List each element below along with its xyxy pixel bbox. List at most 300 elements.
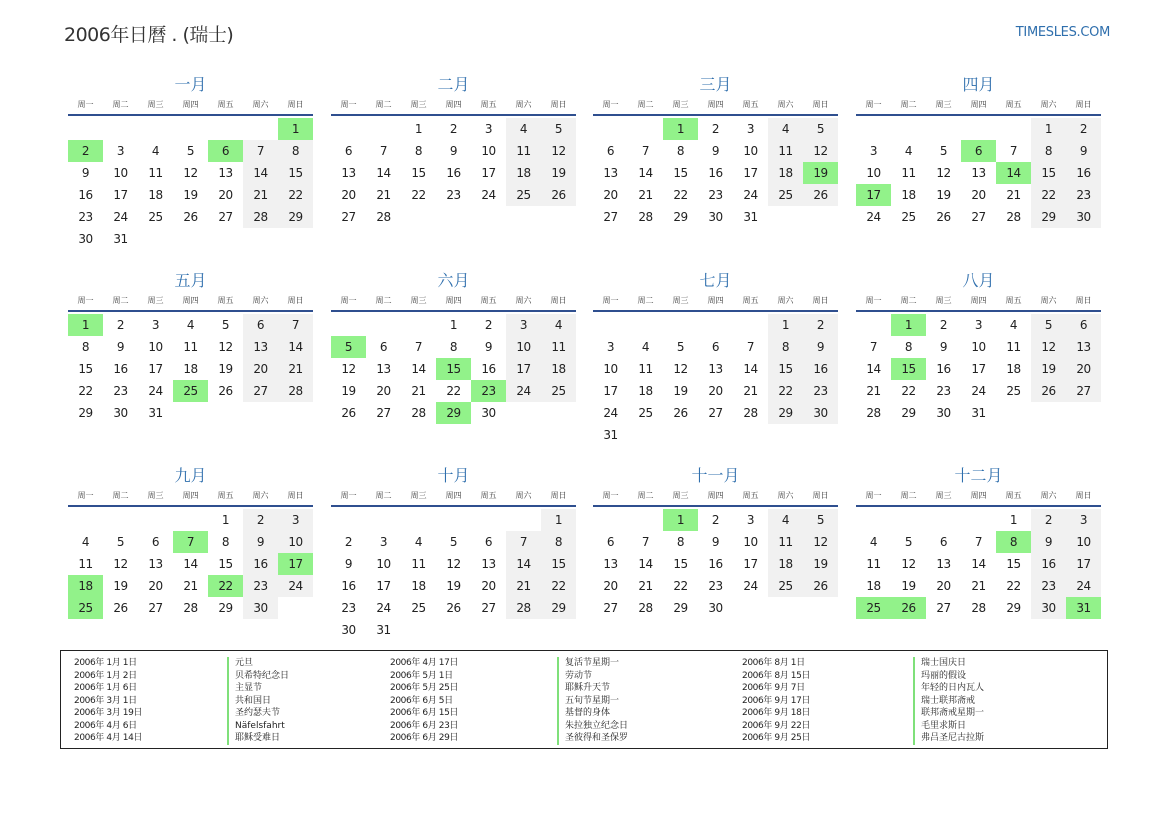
day-cell: 12 bbox=[673, 362, 688, 376]
weekday-label: 周一 bbox=[602, 100, 619, 109]
weekday-label: 周六 bbox=[777, 296, 794, 305]
weekday-label: 周四 bbox=[182, 491, 199, 500]
empty-cell bbox=[926, 509, 961, 531]
holiday-date: 2006年 9月 7日 bbox=[742, 683, 805, 693]
day-cell: 22 bbox=[673, 579, 688, 593]
day-cell: 21 bbox=[278, 358, 313, 380]
day-cell: 1 bbox=[449, 318, 458, 332]
weekday-label: 周日 bbox=[812, 296, 829, 305]
holiday-date: 2006年 1月 1日 bbox=[74, 658, 137, 668]
day-cell: 26 bbox=[183, 210, 198, 224]
weekday-label: 周六 bbox=[252, 491, 269, 500]
day-cell: 27 bbox=[971, 210, 986, 224]
day-cell: 9 bbox=[1031, 531, 1066, 553]
month-title: 八月 bbox=[962, 271, 995, 290]
day-cell: 2 bbox=[803, 314, 838, 336]
day-cell: 11 bbox=[411, 557, 426, 571]
day-cell: 16 bbox=[708, 166, 723, 180]
day-cell: 28 bbox=[243, 206, 278, 228]
day-cell: 19 bbox=[341, 384, 356, 398]
weekday-label: 周三 bbox=[410, 491, 427, 500]
weekday-header bbox=[593, 487, 838, 507]
weekday-label: 周日 bbox=[1075, 296, 1092, 305]
holiday-name: 主显节 bbox=[227, 682, 289, 695]
empty-cell bbox=[366, 509, 401, 531]
month-title: 五月 bbox=[174, 271, 207, 290]
day-cell: 12 bbox=[803, 140, 838, 162]
day-cell: 4 bbox=[414, 535, 423, 549]
day-cell: 2 bbox=[243, 509, 278, 531]
day-cell: 21 bbox=[243, 184, 278, 206]
day-cell: 8 bbox=[768, 336, 803, 358]
holiday-name: 基督的身体 bbox=[557, 707, 628, 720]
month-block bbox=[68, 74, 313, 250]
day-cell: 28 bbox=[638, 601, 653, 615]
day-cell: 2 bbox=[1031, 509, 1066, 531]
day-cell: 28 bbox=[866, 406, 881, 420]
day-cell: 6 bbox=[379, 340, 388, 354]
month-title: 六月 bbox=[437, 271, 470, 290]
weekday-label: 周四 bbox=[445, 491, 462, 500]
day-cell: 10 bbox=[743, 535, 758, 549]
day-cell: 14 bbox=[376, 166, 391, 180]
day-cell: 19 bbox=[218, 362, 233, 376]
weekday-label: 周五 bbox=[1005, 296, 1022, 305]
empty-cell bbox=[243, 118, 278, 140]
weekday-label: 周五 bbox=[217, 491, 234, 500]
empty-cell bbox=[471, 509, 506, 531]
day-cell: 30 bbox=[708, 601, 723, 615]
weekday-label: 周四 bbox=[970, 491, 987, 500]
holiday-name: 圣约瑟夫节 bbox=[227, 707, 289, 720]
holiday-date: 2006年 8月 15日 bbox=[742, 670, 811, 681]
day-cell: 7 bbox=[414, 340, 423, 354]
holiday-date: 2006年 9月 22日 bbox=[742, 720, 811, 731]
empty-cell bbox=[593, 509, 628, 531]
day-cell: 29 bbox=[768, 402, 803, 424]
month-block bbox=[593, 465, 838, 619]
day-grid bbox=[68, 118, 313, 250]
day-cell: 8 bbox=[1031, 140, 1066, 162]
holiday-day-cell: 25 bbox=[856, 597, 891, 619]
day-cell: 10 bbox=[743, 144, 758, 158]
weekday-label: 周三 bbox=[147, 491, 164, 500]
day-cell: 31 bbox=[971, 406, 986, 420]
day-cell: 18 bbox=[183, 362, 198, 376]
day-cell: 4 bbox=[541, 314, 576, 336]
weekday-label: 周六 bbox=[777, 491, 794, 500]
day-cell: 13 bbox=[243, 336, 278, 358]
day-cell: 4 bbox=[81, 535, 90, 549]
weekday-label: 周六 bbox=[1040, 296, 1057, 305]
day-cell: 20 bbox=[1066, 358, 1101, 380]
holiday-day-cell: 25 bbox=[68, 597, 103, 619]
weekday-label: 周六 bbox=[515, 296, 532, 305]
day-cell: 15 bbox=[673, 557, 688, 571]
weekday-label: 周二 bbox=[112, 296, 129, 305]
weekday-label: 周三 bbox=[147, 296, 164, 305]
day-cell: 18 bbox=[901, 188, 916, 202]
day-cell: 14 bbox=[866, 362, 881, 376]
day-cell: 2 bbox=[711, 513, 720, 527]
weekday-label: 周日 bbox=[812, 100, 829, 109]
day-cell: 13 bbox=[971, 166, 986, 180]
day-grid bbox=[593, 118, 838, 228]
day-cell: 30 bbox=[803, 402, 838, 424]
holiday-name: 劳动节 bbox=[557, 670, 628, 683]
holiday-day-cell: 5 bbox=[331, 336, 366, 358]
weekday-label: 周一 bbox=[602, 491, 619, 500]
day-cell: 4 bbox=[186, 318, 195, 332]
weekday-label: 周六 bbox=[515, 100, 532, 109]
day-cell: 18 bbox=[411, 579, 426, 593]
day-cell: 31 bbox=[603, 428, 618, 442]
month-block bbox=[856, 270, 1101, 424]
holiday-date: 2006年 1月 6日 bbox=[74, 683, 137, 693]
month-title: 一月 bbox=[174, 75, 207, 94]
day-cell: 28 bbox=[971, 601, 986, 615]
day-cell: 29 bbox=[218, 601, 233, 615]
day-cell: 18 bbox=[148, 188, 163, 202]
day-cell: 10 bbox=[866, 166, 881, 180]
day-cell: 29 bbox=[1031, 206, 1066, 228]
day-cell: 24 bbox=[1066, 575, 1101, 597]
day-cell: 8 bbox=[81, 340, 90, 354]
day-cell: 10 bbox=[603, 362, 618, 376]
holiday-day-cell: 31 bbox=[1066, 597, 1101, 619]
day-cell: 26 bbox=[113, 601, 128, 615]
day-cell: 4 bbox=[768, 509, 803, 531]
day-cell: 16 bbox=[1031, 553, 1066, 575]
day-cell: 3 bbox=[746, 122, 755, 136]
month-title: 十月 bbox=[437, 466, 470, 485]
weekday-label: 周三 bbox=[672, 491, 689, 500]
day-cell: 20 bbox=[481, 579, 496, 593]
month-block bbox=[593, 270, 838, 446]
day-cell: 14 bbox=[743, 362, 758, 376]
day-cell: 28 bbox=[376, 210, 391, 224]
empty-cell bbox=[593, 314, 628, 336]
day-cell: 3 bbox=[606, 340, 615, 354]
empty-cell bbox=[506, 509, 541, 531]
day-cell: 17 bbox=[481, 166, 496, 180]
day-cell: 8 bbox=[278, 140, 313, 162]
day-cell: 22 bbox=[673, 188, 688, 202]
day-cell: 1 bbox=[414, 122, 423, 136]
day-cell: 1 bbox=[1031, 118, 1066, 140]
day-cell: 25 bbox=[506, 184, 541, 206]
empty-cell bbox=[331, 509, 366, 531]
day-cell: 10 bbox=[113, 166, 128, 180]
weekday-label: 周四 bbox=[707, 100, 724, 109]
day-cell: 17 bbox=[113, 188, 128, 202]
weekday-label: 周三 bbox=[935, 296, 952, 305]
holiday-name: 毛里求斯日 bbox=[913, 720, 984, 733]
day-cell: 11 bbox=[506, 140, 541, 162]
weekday-label: 周六 bbox=[777, 100, 794, 109]
day-cell: 20 bbox=[341, 188, 356, 202]
weekday-label: 周六 bbox=[1040, 491, 1057, 500]
day-cell: 23 bbox=[78, 210, 93, 224]
holiday-name: 五旬节星期一 bbox=[557, 695, 628, 708]
weekday-label: 周六 bbox=[252, 100, 269, 109]
day-cell: 30 bbox=[113, 406, 128, 420]
holiday-day-cell: 1 bbox=[68, 314, 103, 336]
day-cell: 6 bbox=[243, 314, 278, 336]
day-cell: 23 bbox=[113, 384, 128, 398]
weekday-label: 周五 bbox=[742, 491, 759, 500]
day-cell: 10 bbox=[971, 340, 986, 354]
empty-cell bbox=[331, 314, 366, 336]
weekday-label: 周四 bbox=[707, 296, 724, 305]
empty-cell bbox=[628, 509, 663, 531]
day-cell: 6 bbox=[484, 535, 493, 549]
day-cell: 31 bbox=[743, 210, 758, 224]
day-cell: 27 bbox=[481, 601, 496, 615]
day-cell: 12 bbox=[218, 340, 233, 354]
empty-cell bbox=[366, 314, 401, 336]
day-cell: 21 bbox=[411, 384, 426, 398]
day-cell: 24 bbox=[278, 575, 313, 597]
day-cell: 6 bbox=[151, 535, 160, 549]
day-cell: 29 bbox=[901, 406, 916, 420]
holiday-name: 耶稣升天节 bbox=[557, 682, 628, 695]
day-cell: 21 bbox=[638, 579, 653, 593]
empty-cell bbox=[628, 118, 663, 140]
day-cell: 24 bbox=[481, 188, 496, 202]
day-cell: 8 bbox=[904, 340, 913, 354]
weekday-label: 周四 bbox=[182, 100, 199, 109]
holiday-name: 瑞士国庆日 bbox=[913, 657, 984, 670]
day-cell: 13 bbox=[376, 362, 391, 376]
day-cell: 14 bbox=[183, 557, 198, 571]
weekday-label: 周三 bbox=[672, 296, 689, 305]
weekday-header bbox=[593, 292, 838, 312]
weekday-label: 周一 bbox=[865, 296, 882, 305]
weekday-label: 周四 bbox=[970, 296, 987, 305]
day-cell: 12 bbox=[901, 557, 916, 571]
weekday-label: 周日 bbox=[812, 491, 829, 500]
day-cell: 28 bbox=[638, 210, 653, 224]
month-block bbox=[856, 465, 1101, 619]
weekday-label: 周三 bbox=[410, 100, 427, 109]
day-cell: 20 bbox=[936, 579, 951, 593]
holiday-name: 朱拉独立纪念日 bbox=[557, 720, 628, 733]
holiday-date: 2006年 6月 15日 bbox=[390, 708, 459, 718]
weekday-label: 周五 bbox=[217, 296, 234, 305]
brand-link[interactable]: TIMESLES.COM bbox=[1015, 25, 1110, 40]
day-cell: 3 bbox=[116, 144, 125, 158]
day-cell: 24 bbox=[603, 406, 618, 420]
day-cell: 18 bbox=[638, 384, 653, 398]
weekday-label: 周四 bbox=[970, 100, 987, 109]
day-cell: 25 bbox=[768, 184, 803, 206]
day-cell: 27 bbox=[1066, 380, 1101, 402]
day-cell: 30 bbox=[708, 210, 723, 224]
holiday-date: 2006年 1月 2日 bbox=[74, 670, 137, 681]
month-title: 九月 bbox=[174, 466, 207, 485]
day-cell: 14 bbox=[243, 162, 278, 184]
day-cell: 23 bbox=[1031, 575, 1066, 597]
day-cell: 18 bbox=[1006, 362, 1021, 376]
day-grid bbox=[331, 314, 576, 424]
day-cell: 16 bbox=[243, 553, 278, 575]
day-cell: 25 bbox=[1006, 384, 1021, 398]
empty-cell bbox=[996, 118, 1031, 140]
day-cell: 3 bbox=[379, 535, 388, 549]
day-cell: 5 bbox=[221, 318, 230, 332]
day-cell: 9 bbox=[116, 340, 125, 354]
day-cell: 7 bbox=[641, 144, 650, 158]
weekday-label: 周三 bbox=[147, 100, 164, 109]
holiday-date: 2006年 9月 18日 bbox=[742, 708, 811, 718]
day-cell: 15 bbox=[278, 162, 313, 184]
day-cell: 5 bbox=[186, 144, 195, 158]
weekday-label: 周一 bbox=[77, 100, 94, 109]
day-cell: 22 bbox=[1006, 579, 1021, 593]
weekday-label: 周四 bbox=[445, 100, 462, 109]
day-cell: 24 bbox=[971, 384, 986, 398]
holiday-date: 2006年 3月 19日 bbox=[74, 708, 143, 718]
day-cell: 20 bbox=[218, 188, 233, 202]
day-cell: 29 bbox=[278, 206, 313, 228]
empty-cell bbox=[663, 314, 698, 336]
day-cell: 8 bbox=[676, 144, 685, 158]
day-cell: 1 bbox=[221, 513, 230, 527]
holiday-date: 2006年 8月 1日 bbox=[742, 658, 805, 668]
day-cell: 16 bbox=[803, 358, 838, 380]
empty-cell bbox=[401, 509, 436, 531]
page-title: 2006年日曆 . (瑞士) bbox=[64, 24, 234, 46]
month-title: 四月 bbox=[962, 75, 995, 94]
day-cell: 17 bbox=[603, 384, 618, 398]
day-cell: 16 bbox=[78, 188, 93, 202]
weekday-label: 周日 bbox=[1075, 100, 1092, 109]
weekday-header bbox=[331, 96, 576, 116]
day-cell: 12 bbox=[803, 531, 838, 553]
holiday-date: 2006年 4月 14日 bbox=[74, 733, 143, 743]
day-grid bbox=[331, 118, 576, 228]
holiday-day-cell: 19 bbox=[803, 162, 838, 184]
weekday-label: 周四 bbox=[445, 296, 462, 305]
day-cell: 2 bbox=[449, 122, 458, 136]
day-cell: 14 bbox=[278, 336, 313, 358]
holiday-name: 瑞士联邦斋戒 bbox=[913, 695, 984, 708]
day-cell: 4 bbox=[641, 340, 650, 354]
day-cell: 8 bbox=[449, 340, 458, 354]
month-block bbox=[331, 465, 576, 641]
holiday-name: 圣彼得和圣保罗 bbox=[557, 732, 628, 745]
empty-cell bbox=[628, 314, 663, 336]
day-cell: 6 bbox=[711, 340, 720, 354]
day-cell: 5 bbox=[803, 118, 838, 140]
day-cell: 16 bbox=[481, 362, 496, 376]
day-cell: 27 bbox=[341, 210, 356, 224]
holiday-day-cell: 8 bbox=[996, 531, 1031, 553]
holiday-dates-column bbox=[742, 657, 810, 745]
weekday-label: 周三 bbox=[672, 100, 689, 109]
day-cell: 13 bbox=[603, 557, 618, 571]
weekday-label: 周日 bbox=[1075, 491, 1092, 500]
day-cell: 23 bbox=[243, 575, 278, 597]
day-cell: 26 bbox=[803, 575, 838, 597]
day-cell: 11 bbox=[901, 166, 916, 180]
day-cell: 14 bbox=[638, 166, 653, 180]
day-cell: 3 bbox=[869, 144, 878, 158]
empty-cell bbox=[208, 118, 243, 140]
day-cell: 21 bbox=[376, 188, 391, 202]
day-cell: 1 bbox=[541, 509, 576, 531]
month-block bbox=[331, 74, 576, 228]
day-cell: 9 bbox=[803, 336, 838, 358]
day-cell: 17 bbox=[743, 166, 758, 180]
day-cell: 29 bbox=[78, 406, 93, 420]
day-cell: 15 bbox=[768, 358, 803, 380]
day-cell: 20 bbox=[603, 579, 618, 593]
day-cell: 26 bbox=[341, 406, 356, 420]
weekday-label: 周五 bbox=[480, 296, 497, 305]
day-cell: 11 bbox=[866, 557, 881, 571]
month-title: 二月 bbox=[437, 75, 470, 94]
day-cell: 16 bbox=[936, 362, 951, 376]
day-cell: 21 bbox=[743, 384, 758, 398]
day-cell: 18 bbox=[866, 579, 881, 593]
day-cell: 30 bbox=[936, 406, 951, 420]
day-cell: 10 bbox=[506, 336, 541, 358]
holiday-day-cell: 1 bbox=[278, 118, 313, 140]
holiday-day-cell: 17 bbox=[856, 184, 891, 206]
day-cell: 3 bbox=[746, 513, 755, 527]
empty-cell bbox=[698, 314, 733, 336]
month-block bbox=[593, 74, 838, 228]
day-cell: 26 bbox=[1031, 380, 1066, 402]
day-cell: 29 bbox=[541, 597, 576, 619]
weekday-label: 周日 bbox=[550, 296, 567, 305]
day-cell: 9 bbox=[81, 166, 90, 180]
empty-cell bbox=[138, 118, 173, 140]
day-grid bbox=[856, 118, 1101, 228]
holiday-day-cell: 15 bbox=[891, 358, 926, 380]
day-cell: 6 bbox=[939, 535, 948, 549]
day-cell: 18 bbox=[541, 358, 576, 380]
day-cell: 28 bbox=[411, 406, 426, 420]
day-cell: 21 bbox=[971, 579, 986, 593]
day-cell: 24 bbox=[148, 384, 163, 398]
day-cell: 25 bbox=[541, 380, 576, 402]
day-cell: 18 bbox=[506, 162, 541, 184]
empty-cell bbox=[68, 509, 103, 531]
weekday-label: 周五 bbox=[742, 100, 759, 109]
weekday-header bbox=[331, 487, 576, 507]
weekday-label: 周二 bbox=[637, 296, 654, 305]
day-cell: 7 bbox=[243, 140, 278, 162]
weekday-label: 周二 bbox=[375, 296, 392, 305]
day-cell: 5 bbox=[803, 509, 838, 531]
day-cell: 6 bbox=[606, 535, 615, 549]
day-cell: 5 bbox=[904, 535, 913, 549]
day-cell: 7 bbox=[278, 314, 313, 336]
empty-cell bbox=[331, 118, 366, 140]
day-cell: 18 bbox=[768, 162, 803, 184]
day-cell: 19 bbox=[446, 579, 461, 593]
weekday-label: 周日 bbox=[287, 491, 304, 500]
weekday-label: 周六 bbox=[1040, 100, 1057, 109]
weekday-label: 周一 bbox=[865, 491, 882, 500]
day-cell: 26 bbox=[673, 406, 688, 420]
day-grid bbox=[856, 509, 1101, 619]
day-cell: 23 bbox=[446, 188, 461, 202]
day-cell: 11 bbox=[183, 340, 198, 354]
